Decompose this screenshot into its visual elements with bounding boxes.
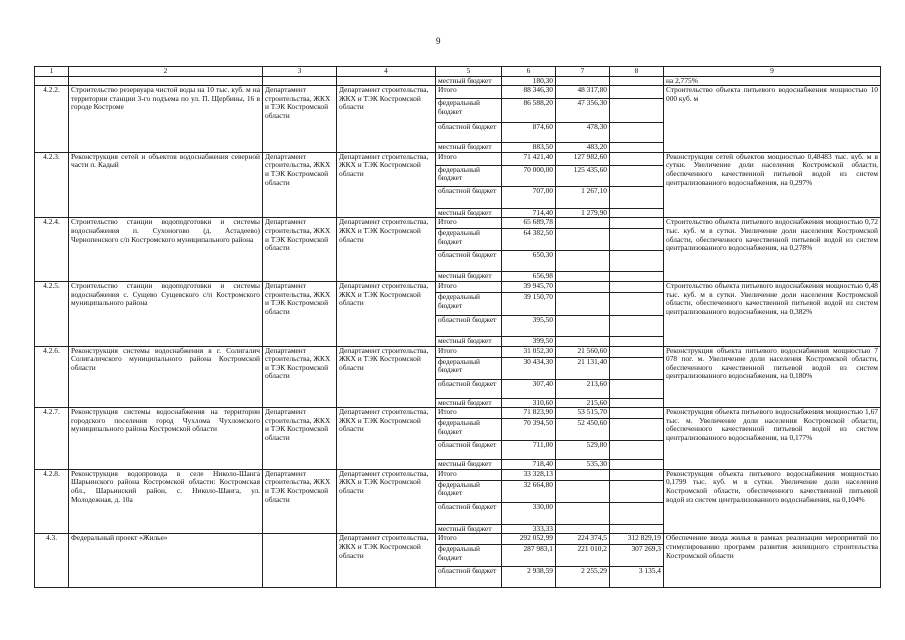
amount-col7: 529,80 bbox=[556, 441, 610, 460]
amount-col6: 65 689,78 bbox=[502, 218, 556, 229]
amount-col8 bbox=[610, 229, 664, 251]
amount-col6: 310,60 bbox=[502, 398, 556, 408]
result-text: Строительство объекта питьевого водоснабжения мощностью 0,72 тыс. куб. м в сутки. Увеличение доли населения Костромской области, обеспеченного качественной питьевой водой из систем централизованного водоснабжения, на 0,278% bbox=[664, 218, 881, 282]
column-header: 3 bbox=[263, 67, 337, 77]
amount-col6: 30 434,30 bbox=[502, 357, 556, 379]
amount-col6: 883,50 bbox=[502, 143, 556, 153]
amount-col8 bbox=[610, 336, 664, 346]
table-row bbox=[35, 218, 881, 229]
row-number: 4.2.6. bbox=[35, 346, 69, 408]
result-text: Реконструкция объекта питьевого водоснабжения мощностью 0,1799 тыс. куб. м в сутки. Увеличение доли населения Костромской области, обеспеченного качественной питьевой водой из систем централизованного водоснабжения, на 0,104% bbox=[664, 469, 881, 534]
amount-col8 bbox=[610, 469, 664, 480]
result-text: на 2,775% bbox=[664, 76, 881, 86]
funding-source: Итого bbox=[436, 152, 502, 165]
result-text: Реконструкция объекта питьевого водоснабжения мощностью 1,67 тыс. м. Увеличение доли населения Костромской области, обеспеченного качественной питьевой водой из систем централизованного водоснабжения, на 0,177% bbox=[664, 408, 881, 470]
funding-source: областной бюджет bbox=[436, 186, 502, 208]
amount-col6: 292 052,99 bbox=[502, 534, 556, 545]
funding-source: Итого bbox=[436, 218, 502, 229]
amount-col6: 39 150,70 bbox=[502, 292, 556, 315]
amount-col8 bbox=[610, 460, 664, 470]
responsible-department: Департамент строительства, ЖКХ и ТЭК Костромской области bbox=[337, 86, 436, 153]
row-number: 4.2.3. bbox=[35, 152, 69, 218]
amount-col8 bbox=[610, 480, 664, 502]
amount-col7: 215,60 bbox=[556, 398, 610, 408]
funding-source: областной бюджет bbox=[436, 441, 502, 460]
funding-source: местный бюджет bbox=[436, 398, 502, 408]
amount-col8 bbox=[610, 419, 664, 441]
amount-col7: 47 356,30 bbox=[556, 99, 610, 123]
funding-source: областной бюджет bbox=[436, 123, 502, 143]
responsible-department: Департамент строительства, ЖКХ и ТЭК Костромской области bbox=[337, 534, 436, 588]
funding-source: федеральный бюджет bbox=[436, 357, 502, 379]
funding-source: Итого bbox=[436, 86, 502, 99]
amount-col8 bbox=[610, 379, 664, 398]
funding-source: федеральный бюджет bbox=[436, 229, 502, 251]
amount-col7: 224 374,5 bbox=[556, 534, 610, 545]
empty-cell bbox=[69, 76, 263, 86]
amount-col8 bbox=[610, 186, 664, 208]
row-number: 4.2.8. bbox=[35, 469, 69, 534]
column-header: 1 bbox=[35, 67, 69, 77]
amount-col7: 1 279,90 bbox=[556, 208, 610, 218]
column-header: 4 bbox=[337, 67, 436, 77]
amount-col8 bbox=[610, 524, 664, 534]
activity-name: Строительство станции водоподготовки и системы водоснабжения п. Сухоногово (д. Астадеево) Чернопенского с/п Костромского муниципального района bbox=[69, 218, 263, 282]
amount-col7: 53 515,70 bbox=[556, 408, 610, 419]
row-number: 4.3. bbox=[35, 534, 69, 588]
result-text: Строительство объекта питьевого водоснабжения мощностью 0,48 тыс. куб. м в сутки. Увеличение доли населения Костромской области, обеспеченного качественной питьевой водой из систем централизованного водоснабжения, на 0,382% bbox=[664, 281, 881, 346]
activity-name: Реконструкция системы водоснабжения в г. Солигалич Солигаличского муниципального района Костромской области bbox=[69, 346, 263, 408]
amount-col8 bbox=[610, 502, 664, 524]
header-row bbox=[35, 67, 881, 77]
amount-col8 bbox=[610, 165, 664, 186]
funding-source: федеральный бюджет bbox=[436, 545, 502, 567]
table-row bbox=[35, 346, 881, 357]
amount-col7: 483,20 bbox=[556, 143, 610, 153]
amount-col8 bbox=[610, 272, 664, 282]
amount-col8 bbox=[610, 152, 664, 165]
amount-col8 bbox=[610, 251, 664, 272]
amount-col8 bbox=[610, 292, 664, 315]
activity-name: Реконструкция водопровода в селе Николо-Шанга Шарьинского района Костромской области: Костромская обл., Шарьинский район, с. Николо-Шанга, ул. Молодежная, д. 10а bbox=[69, 469, 263, 534]
funding-source: федеральный бюджет bbox=[436, 165, 502, 186]
amount-col7 bbox=[556, 251, 610, 272]
amount-col7 bbox=[556, 524, 610, 534]
continuation-row bbox=[35, 76, 881, 86]
amount-col8 bbox=[610, 218, 664, 229]
amount-col6: 33 328,13 bbox=[502, 469, 556, 480]
amount-col8 bbox=[610, 76, 664, 86]
amount-col7 bbox=[556, 502, 610, 524]
result-text: Реконструкция объекта питьевого водоснабжения мощностью 7 078 пог. м. Увеличение доли населения Костромской области, обеспеченного качественной питьевой водой из систем централизованного водоснабжения, на 0,180% bbox=[664, 346, 881, 408]
result-text: Обеспечение ввода жилья в рамках реализации мероприятий по стимулированию программ развития жилищного строительства Костромской области bbox=[664, 534, 881, 588]
responsible-department: Департамент строительства, ЖКХ и ТЭК Костромской области bbox=[337, 408, 436, 470]
empty-cell bbox=[263, 76, 337, 86]
amount-col7 bbox=[556, 218, 610, 229]
funding-source: областной бюджет bbox=[436, 315, 502, 336]
responsible-department: Департамент строительства, ЖКХ и ТЭК Костромской области bbox=[337, 469, 436, 534]
amount-col7 bbox=[556, 229, 610, 251]
amount-col6: 86 588,20 bbox=[502, 99, 556, 123]
empty-cell bbox=[35, 76, 69, 86]
amount-col7 bbox=[556, 315, 610, 336]
funding-source: областной бюджет bbox=[436, 567, 502, 588]
amount-col6: 88 346,30 bbox=[502, 86, 556, 99]
amount-col8: 307 269,3 bbox=[610, 545, 664, 567]
executor-department: Департамент строительства, ЖКХ и ТЭК Костромской области bbox=[263, 469, 337, 534]
amount-col6: 650,30 bbox=[502, 251, 556, 272]
activity-name: Реконструкция сетей и объектов водоснабжения северной части п. Кадый bbox=[69, 152, 263, 218]
column-header: 7 bbox=[556, 67, 610, 77]
amount-col8 bbox=[610, 346, 664, 357]
column-header: 5 bbox=[436, 67, 502, 77]
table-row bbox=[35, 152, 881, 165]
row-number: 4.2.7. bbox=[35, 408, 69, 470]
result-text: Строительство объекта питьевого водоснабжения мощностью 10 000 куб. м bbox=[664, 86, 881, 153]
funding-source: федеральный бюджет bbox=[436, 99, 502, 123]
table-row bbox=[35, 86, 881, 99]
amount-col8 bbox=[610, 86, 664, 99]
amount-col6: 71 421,40 bbox=[502, 152, 556, 165]
amount-col6: 874,60 bbox=[502, 123, 556, 143]
funding-source: областной бюджет bbox=[436, 251, 502, 272]
amount-col6: 656,98 bbox=[502, 272, 556, 282]
amount-col6: 64 382,50 bbox=[502, 229, 556, 251]
amount-col6: 31 052,30 bbox=[502, 346, 556, 357]
funding-source: местный бюджет bbox=[436, 460, 502, 470]
amount-col7: 21 131,40 bbox=[556, 357, 610, 379]
page-number: 9 bbox=[436, 36, 441, 46]
amount-col7 bbox=[556, 281, 610, 292]
amount-col8 bbox=[610, 281, 664, 292]
executor-department: Департамент строительства, ЖКХ и ТЭК Костромской области bbox=[263, 346, 337, 408]
amount-col6: 287 983,1 bbox=[502, 545, 556, 567]
amount-col7: 213,60 bbox=[556, 379, 610, 398]
amount-col7 bbox=[556, 469, 610, 480]
responsible-department: Департамент строительства, ЖКХ и ТЭК Костромской области bbox=[337, 346, 436, 408]
executor-department: Департамент строительства, ЖКХ и ТЭК Костромской области bbox=[263, 218, 337, 282]
column-header: 6 bbox=[502, 67, 556, 77]
funding-source: федеральный бюджет bbox=[436, 419, 502, 441]
funding-source: местный бюджет bbox=[436, 143, 502, 153]
amount-col8 bbox=[610, 99, 664, 123]
amount-col8 bbox=[610, 441, 664, 460]
amount-col6: 707,00 bbox=[502, 186, 556, 208]
amount-col6: 307,40 bbox=[502, 379, 556, 398]
amount-col6: 180,30 bbox=[502, 76, 556, 86]
amount-col6: 711,00 bbox=[502, 441, 556, 460]
funding-source: Итого bbox=[436, 346, 502, 357]
amount-col8: 3 135,4 bbox=[610, 567, 664, 588]
amount-col8 bbox=[610, 357, 664, 379]
activity-name: Строительство станции водоподготовки и системы водоснабжения с. Сущево Сущевского с/п Костромского муниципального района bbox=[69, 281, 263, 346]
amount-col7: 2 255,29 bbox=[556, 567, 610, 588]
table-row bbox=[35, 408, 881, 419]
executor-department: Департамент строительства, ЖКХ и ТЭК Костромской области bbox=[263, 86, 337, 153]
funding-source: местный бюджет bbox=[436, 76, 502, 86]
empty-cell bbox=[337, 76, 436, 86]
amount-col8 bbox=[610, 398, 664, 408]
row-number: 4.2.4. bbox=[35, 218, 69, 282]
amount-col6: 2 938,59 bbox=[502, 567, 556, 588]
amount-col6: 71 823,90 bbox=[502, 408, 556, 419]
funding-source: местный бюджет bbox=[436, 272, 502, 282]
amount-col7: 21 560,60 bbox=[556, 346, 610, 357]
amount-col8 bbox=[610, 123, 664, 143]
result-text: Реконструкция сетей объектов мощностью 0,48483 тыс. куб. м в сутки. Увеличение доли населения Костромской области, обеспеченного качественной питьевой водой из систем централизованного водоснабжения, на 0,297% bbox=[664, 152, 881, 218]
funding-source: местный бюджет bbox=[436, 524, 502, 534]
row-number: 4.2.5. bbox=[35, 281, 69, 346]
executor-department bbox=[263, 534, 337, 588]
amount-col7: 221 010,2 bbox=[556, 545, 610, 567]
table-row bbox=[35, 534, 881, 545]
amount-col7: 52 450,60 bbox=[556, 419, 610, 441]
funding-source: федеральный бюджет bbox=[436, 292, 502, 315]
responsible-department: Департамент строительства, ЖКХ и ТЭК Костромской области bbox=[337, 152, 436, 218]
column-header: 8 bbox=[610, 67, 664, 77]
amount-col8: 312 829,19 bbox=[610, 534, 664, 545]
amount-col7: 48 317,80 bbox=[556, 86, 610, 99]
funding-source: Итого bbox=[436, 469, 502, 480]
amount-col8 bbox=[610, 208, 664, 218]
amount-col6: 70 000,00 bbox=[502, 165, 556, 186]
amount-col6: 718,40 bbox=[502, 460, 556, 470]
activity-name: Федеральный проект «Жилье» bbox=[69, 534, 263, 588]
row-number: 4.2.2. bbox=[35, 86, 69, 153]
amount-col6: 399,50 bbox=[502, 336, 556, 346]
amount-col6: 39 945,70 bbox=[502, 281, 556, 292]
executor-department: Департамент строительства, ЖКХ и ТЭК Костромской области bbox=[263, 281, 337, 346]
amount-col7 bbox=[556, 76, 610, 86]
amount-col7: 535,30 bbox=[556, 460, 610, 470]
amount-col7 bbox=[556, 336, 610, 346]
funding-source: местный бюджет bbox=[436, 208, 502, 218]
amount-col7: 127 982,60 bbox=[556, 152, 610, 165]
amount-col7 bbox=[556, 292, 610, 315]
column-header: 2 bbox=[69, 67, 263, 77]
funding-table bbox=[34, 66, 881, 588]
amount-col6: 333,33 bbox=[502, 524, 556, 534]
amount-col8 bbox=[610, 143, 664, 153]
amount-col6: 32 664,80 bbox=[502, 480, 556, 502]
activity-name: Строительство резервуара чистой воды на 10 тыс. куб. м на территории станции 3-го подъема по ул. П. Щербины, 16 в городе Костроме bbox=[69, 86, 263, 153]
amount-col6: 714,40 bbox=[502, 208, 556, 218]
funding-source: Итого bbox=[436, 534, 502, 545]
table-row bbox=[35, 281, 881, 292]
funding-source: областной бюджет bbox=[436, 502, 502, 524]
funding-source: местный бюджет bbox=[436, 336, 502, 346]
amount-col6: 70 394,50 bbox=[502, 419, 556, 441]
amount-col7 bbox=[556, 480, 610, 502]
funding-source: Итого bbox=[436, 281, 502, 292]
amount-col6: 395,50 bbox=[502, 315, 556, 336]
amount-col8 bbox=[610, 315, 664, 336]
amount-col6: 330,00 bbox=[502, 502, 556, 524]
table-row bbox=[35, 469, 881, 480]
executor-department: Департамент строительства, ЖКХ и ТЭК Костромской области bbox=[263, 152, 337, 218]
column-header: 9 bbox=[664, 67, 881, 77]
executor-department: Департамент строительства, ЖКХ и ТЭК Костромской области bbox=[263, 408, 337, 470]
amount-col7: 1 267,10 bbox=[556, 186, 610, 208]
funding-source: областной бюджет bbox=[436, 379, 502, 398]
funding-source: федеральный бюджет bbox=[436, 480, 502, 502]
responsible-department: Департамент строительства, ЖКХ и ТЭК Костромской области bbox=[337, 218, 436, 282]
funding-source: Итого bbox=[436, 408, 502, 419]
amount-col7 bbox=[556, 272, 610, 282]
amount-col8 bbox=[610, 408, 664, 419]
responsible-department: Департамент строительства, ЖКХ и ТЭК Костромской области bbox=[337, 281, 436, 346]
activity-name: Реконструкция системы водоснабжения на территории городского поселения город Чухлома Чухломского муниципального района Костромской области bbox=[69, 408, 263, 470]
amount-col7: 125 435,60 bbox=[556, 165, 610, 186]
amount-col7: 478,30 bbox=[556, 123, 610, 143]
